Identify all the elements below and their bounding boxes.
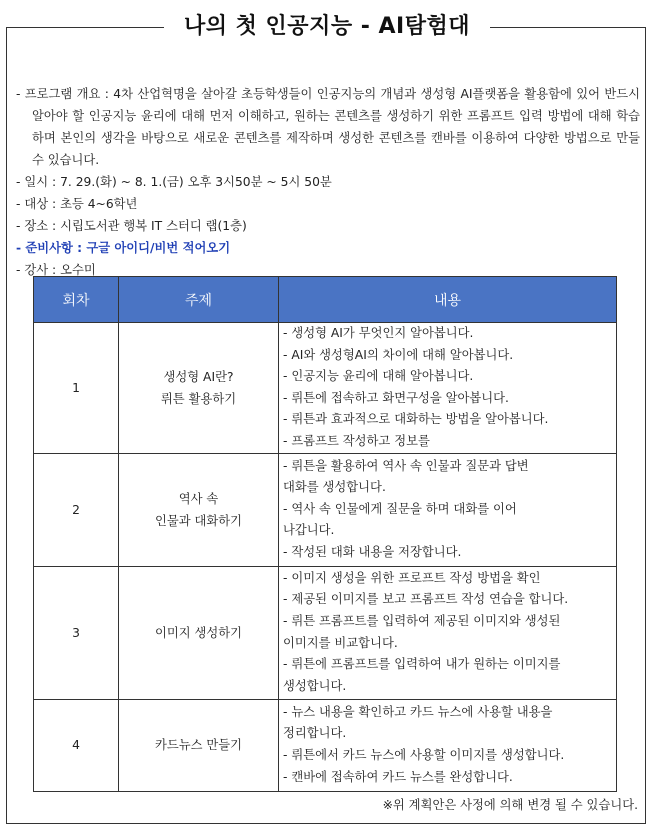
page-title: 나의 첫 인공지능 - AI탐험대 [164, 10, 490, 44]
header-topic: 주제 [119, 277, 279, 323]
topic-line: 생성형 AI란? [163, 369, 234, 384]
program-place: - 장소 : 시립도서관 행복 IT 스터디 랩(1층) [16, 219, 247, 233]
content-item: - 생성형 AI가 무엇인지 알아봅니다. [283, 326, 474, 340]
header-content: 내용 [279, 277, 617, 323]
content-item: - 인공지능 윤리에 대해 알아봅니다. [283, 369, 474, 384]
content-item: - 뉴스 내용을 확인하고 카드 뉴스에 사용할 내용을 [283, 704, 553, 719]
content-item: 대화를 생성합니다. [283, 480, 386, 495]
content-item: - 캔바에 접속하여 카드 뉴스를 완성합니다. [283, 769, 513, 784]
session-topic [119, 699, 279, 791]
content-item: - 뤼튼을 활용하여 역사 속 인물과 질문과 답변 [283, 458, 529, 473]
topic-line: 역사 속 [178, 491, 219, 506]
header-session: 회차 [34, 277, 119, 323]
table-row [34, 453, 617, 566]
content-item: - 뤼튼에 프롬프트를 입력하여 내가 원하는 이미지를 [283, 657, 561, 672]
program-date: - 일시 : 7. 29.(화) ~ 8. 1.(금) 오후 3시50분 ~ 5시 50분 [16, 175, 332, 189]
content-item: - 작성된 대화 내용을 저장합니다. [283, 544, 462, 559]
session-content [279, 566, 617, 699]
table-row [34, 566, 617, 699]
program-overview: - 프로그램 개요 : 4차 산업혁명을 살아갈 초등학생들이 인공지능의 개념과 생성형 AI플랫폼을 활용함에 있어 반드시 알아야 할 인공지능 윤리에 대해 먼저 이해하고, 원하는 콘텐츠를 생성하기 위한 프롬프트 입력 방법에 대해 학습하며 본인의 생각을 바탕으로 새로운 콘텐츠를 제작하며 생성한 콘텐츠를 캔바를 이용하여 다양한 방법으로 만들 수 있습니다. [16, 87, 640, 167]
content-item: - 뤼튼에서 카드 뉴스에 사용할 이미지를 생성합니다. [283, 748, 565, 763]
topic-line: 이미지 생성하기 [154, 625, 243, 640]
content-item: 정리합니다. [283, 726, 347, 741]
content-item: - 역사 속 인물에게 질문을 하며 대화를 이어 [283, 501, 517, 516]
content-item: - 뤼튼 프롬프트를 입력하여 제공된 이미지와 생성된 [283, 613, 561, 628]
schedule-table [33, 276, 617, 792]
session-topic [119, 566, 279, 699]
session-number: 4 [34, 699, 119, 791]
content-item: 나갑니다. [283, 523, 335, 538]
session-number: 1 [34, 323, 119, 454]
content-item: - 이미지 생성을 위한 프로프트 작성 방법을 확인 [283, 570, 541, 585]
topic-line: 카드뉴스 만들기 [154, 738, 243, 753]
change-notice: ※위 계획안은 사정에 의해 변경 될 수 있습니다. [382, 798, 638, 812]
table-header-row [34, 277, 617, 323]
session-number: 2 [34, 453, 119, 566]
session-content [279, 453, 617, 566]
program-target: - 대상 : 초등 4~6학년 [16, 197, 138, 211]
session-topic [119, 453, 279, 566]
content-item: - 뤼튼과 효과적으로 대화하는 방법을 알아봅니다. [283, 412, 549, 427]
program-info [16, 83, 640, 281]
session-content [279, 699, 617, 791]
session-content [279, 323, 617, 454]
table-row [34, 323, 617, 454]
session-topic [119, 323, 279, 454]
program-preparation: - 준비사항 : 구글 아이디/비번 적어오기 [16, 241, 231, 255]
content-item: - AI와 생성형AI의 차이에 대해 알아봅니다. [283, 347, 514, 362]
topic-line: 인물과 대화하기 [154, 513, 243, 528]
table-row [34, 699, 617, 791]
content-item: 이미지를 비교합니다. [283, 635, 398, 650]
topic-line: 뤼튼 활용하기 [160, 391, 237, 406]
content-item: - 제공된 이미지를 보고 프롬프트 작성 연습을 합니다. [283, 592, 569, 607]
content-item: - 뤼튼에 접속하고 화면구성을 알아봅니다. [283, 390, 509, 405]
content-item: - 프롬프트 작성하고 정보를 [283, 433, 430, 448]
content-item: 생성합니다. [283, 678, 347, 693]
program-instructor: - 강사 : 오수미 [16, 263, 96, 277]
session-number: 3 [34, 566, 119, 699]
